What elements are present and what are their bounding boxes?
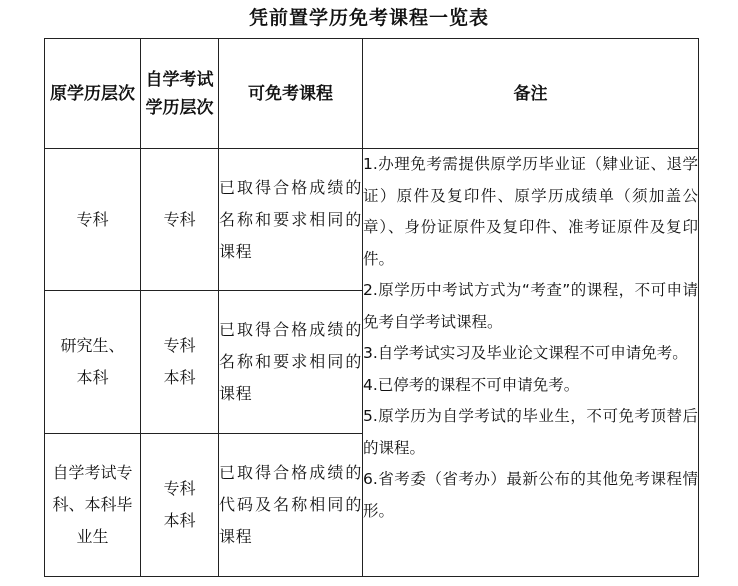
original-level-cell: 专科 xyxy=(45,149,141,291)
note-item: 3.自学考试实习及毕业论文课程不可申请免考。 xyxy=(363,344,688,362)
page-title: 凭前置学历免考课程一览表 xyxy=(248,7,489,29)
self-exam-level-cell: 专科本科 xyxy=(141,291,219,434)
exempt-courses-cell: 已取得合格成绩的代码及名称相同的课程 xyxy=(219,434,363,577)
note-item: 6.省考委（省考办）最新公布的其他免考课程情形。 xyxy=(363,470,698,520)
header-original-level: 原学历层次 xyxy=(45,39,141,149)
note-item: 1.办理免考需提供原学历毕业证（肄业证、退学证）原件及复印件、原学历成绩单（须加盖公章）、身份证原件及复印件、准考证原件及复印件。 xyxy=(363,155,698,268)
notes-cell xyxy=(363,149,699,577)
exempt-courses-cell: 已取得合格成绩的名称和要求相同的课程 xyxy=(219,291,363,434)
self-exam-level-cell: 专科本科 xyxy=(141,434,219,577)
header-notes: 备注 xyxy=(363,39,699,149)
table-row xyxy=(45,149,699,291)
original-level-cell: 研究生、本科 xyxy=(45,291,141,434)
header-row xyxy=(45,39,699,149)
exempt-courses-cell: 已取得合格成绩的名称和要求相同的课程 xyxy=(219,149,363,291)
original-level-cell: 自学考试专科、本科毕业生 xyxy=(45,434,141,577)
self-exam-level-cell: 专科 xyxy=(141,149,219,291)
header-self-exam-level: 自学考试学历层次 xyxy=(141,39,219,149)
note-item: 2.原学历中考试方式为“考查”的课程，不可申请免考自学考试课程。 xyxy=(363,281,698,331)
exempt-course-table xyxy=(44,38,699,577)
header-exempt-courses: 可免考课程 xyxy=(219,39,363,149)
note-item: 4.已停考的课程不可申请免考。 xyxy=(363,375,580,394)
note-item: 5.原学历为自学考试的毕业生，不可免考顶替后的课程。 xyxy=(363,407,698,457)
